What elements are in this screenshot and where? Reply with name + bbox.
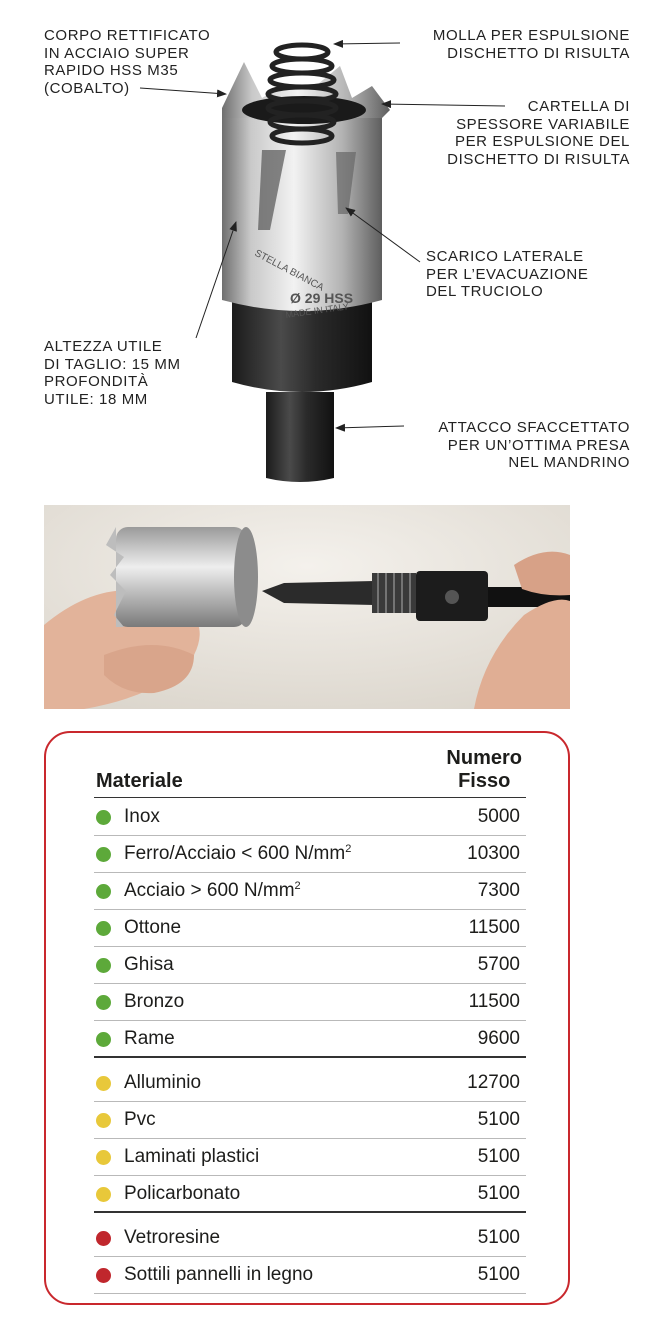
material-name: Policarbonato (124, 1183, 241, 1204)
material-class-dot (96, 921, 111, 936)
materials-table (44, 731, 570, 1305)
table-row (94, 1139, 526, 1176)
material-class-dot (96, 958, 111, 973)
fixed-number-value: 11500 (468, 917, 520, 938)
fixed-number-value: 7300 (477, 880, 520, 901)
callout-shank: ATTACCO SFACCETTATO PER UN’OTTIMA PRESA NEL MANDRINO (438, 419, 630, 471)
table-row (94, 1257, 526, 1294)
fixed-number-value: 11500 (468, 991, 520, 1012)
material-class-dot (96, 1187, 111, 1202)
material-name: Bronzo (124, 991, 185, 1012)
table-row (94, 799, 526, 836)
fixed-number-value: 12700 (467, 1072, 520, 1093)
engraving-size: Ø 29 HSS (290, 290, 354, 306)
fixed-number-value: 9600 (477, 1028, 520, 1049)
material-name: Inox (124, 806, 160, 827)
fixed-number-value: 5100 (477, 1264, 520, 1285)
material-name: Sottili pannelli in legno (124, 1264, 314, 1285)
fixed-number-value: 5100 (477, 1146, 520, 1167)
callout-plate: CARTELLA DI SPESSORE VARIABILE PER ESPULSIONE DEL DISCHETTO DI RISULTA (447, 98, 630, 168)
material-class-dot (96, 884, 111, 899)
table-row (94, 984, 526, 1021)
table-row (94, 1065, 526, 1102)
callout-body: CORPO RETTIFICATO IN ACCIAIO SUPER RAPIDO HSS M35 (COBALTO) (44, 27, 211, 97)
table-row (94, 836, 526, 873)
material-class-dot (96, 1032, 111, 1047)
fixed-number-value: 5100 (477, 1227, 520, 1248)
callout-relief: SCARICO LATERALE PER L’EVACUAZIONE DEL TRUCIOLO (426, 248, 589, 300)
table-header (94, 741, 526, 798)
material-class-dot (96, 1231, 111, 1246)
material-name: Pvc (124, 1109, 156, 1130)
usage-photo (44, 505, 570, 709)
material-class-dot (96, 995, 111, 1010)
material-class-dot (96, 810, 111, 825)
shank (266, 392, 334, 482)
fixed-number-value: 10300 (467, 843, 520, 864)
table-row (94, 873, 526, 910)
material-class-dot (96, 1150, 111, 1165)
unit-superscript: 2 (294, 880, 301, 892)
material-name: Acciaio > 600 $N/mm^2$ (124, 880, 301, 901)
table-row (94, 1176, 526, 1213)
callout-height: ALTEZZA UTILE DI TAGLIO: 15 MM PROFONDITÀ UTILE: 18 MM (44, 338, 181, 408)
fixed-number-value: 5700 (477, 954, 520, 975)
header-material: Materiale (96, 770, 183, 792)
material-class-dot (96, 847, 111, 862)
table-row (94, 1102, 526, 1139)
unit-superscript: 2 (345, 843, 352, 855)
table-row (94, 947, 526, 984)
material-class-dot (96, 1076, 111, 1091)
table-row (94, 1220, 526, 1257)
material-class-dot (96, 1113, 111, 1128)
header-number: Numero Fisso (446, 747, 522, 792)
fixed-number-value: 5000 (477, 806, 520, 827)
table-row (94, 1021, 526, 1058)
material-name: Alluminio (124, 1072, 202, 1093)
callout-spring: MOLLA PER ESPULSIONE DISCHETTO DI RISULTA (432, 27, 630, 62)
material-name: Ottone (124, 917, 182, 938)
material-name: Ferro/Acciaio < 600 $N/mm^2$ (124, 843, 352, 864)
fixed-number-value: 5100 (477, 1109, 520, 1130)
table-row (94, 910, 526, 947)
material-name: Ghisa (124, 954, 174, 975)
material-name: Rame (124, 1028, 175, 1049)
fixed-number-value: 5100 (477, 1183, 520, 1204)
photo-cutter (116, 527, 246, 627)
engraving-brand: STELLA BIANCA (252, 247, 326, 294)
material-name: Vetroresine (124, 1227, 221, 1248)
engraving-origin: MADE IN ITALY (284, 301, 350, 320)
material-class-dot (96, 1268, 111, 1283)
material-name: Laminati plastici (124, 1146, 260, 1167)
